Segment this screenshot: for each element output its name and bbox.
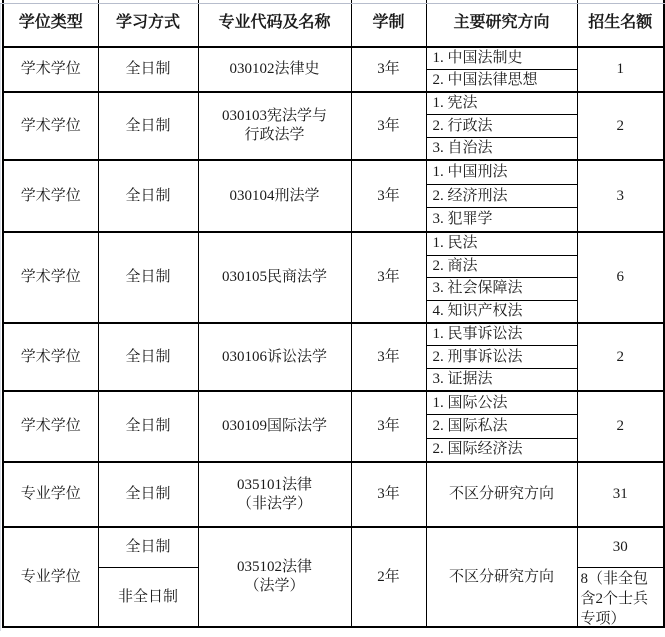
research-direction-item: 3. 证据法 — [432, 370, 493, 387]
spreadsheet-gridline-top — [0, 3, 665, 4]
research-directions-cell — [426, 160, 577, 232]
major-line: 030103宪法学与 — [221, 108, 327, 125]
research-direction-item: 2. 经济刑法 — [427, 185, 577, 209]
research-direction-item: 2. 行政法 — [427, 115, 577, 137]
degree-type-cell: 学术学位 — [3, 47, 98, 92]
duration-cell: 3年 — [351, 323, 426, 391]
quota-cell — [577, 527, 664, 627]
quota-cell: 2 — [577, 391, 664, 462]
duration-cell: 3年 — [351, 47, 426, 92]
research-direction-item: 2. 刑事诉讼法 — [427, 346, 577, 368]
table-row — [3, 391, 664, 462]
major-line: 035102法律 — [236, 559, 312, 576]
research-direction-item: 2. 商法 — [427, 256, 577, 279]
header-directions: 主要研究方向 — [426, 0, 577, 47]
table-row — [3, 527, 664, 627]
study-mode-cell: 全日制 — [98, 47, 198, 92]
quota-cell: 1 — [577, 47, 664, 92]
major-cell — [198, 527, 351, 627]
research-direction-item: 2. 国际私法 — [427, 415, 577, 438]
major-cell — [198, 462, 351, 527]
major-cell — [198, 92, 351, 160]
table-row — [3, 232, 664, 323]
major-cell: 030106诉讼法学 — [198, 323, 351, 391]
research-direction-item: 4. 知识产权法 — [432, 302, 523, 319]
major-line: （非法学） — [236, 495, 312, 512]
major-line: （法学） — [244, 578, 305, 594]
degree-type-cell: 学术学位 — [3, 391, 98, 462]
quota-parttime: 8（非全包含2个士兵专项） — [580, 571, 649, 627]
degree-type-cell: 学术学位 — [3, 232, 98, 323]
study-mode-cell: 全日制 — [98, 391, 198, 462]
study-mode-fulltime: 全日制 — [99, 528, 198, 568]
research-directions-cell — [426, 323, 577, 391]
study-mode-cell: 全日制 — [98, 92, 198, 160]
research-direction-item: 1. 国际公法 — [427, 392, 577, 415]
research-directions-cell: 不区分研究方向 — [426, 527, 577, 627]
duration-cell: 3年 — [351, 232, 426, 323]
quota-cell: 2 — [577, 323, 664, 391]
table-row — [3, 323, 664, 391]
header-study-mode: 学习方式 — [98, 0, 198, 47]
quota-cell: 31 — [577, 462, 664, 527]
degree-type-cell: 学术学位 — [3, 323, 98, 391]
major-line: 行政法学 — [244, 127, 305, 143]
degree-type-cell: 学术学位 — [3, 160, 98, 232]
research-direction-item: 1. 中国法制史 — [427, 48, 577, 70]
quota-cell: 3 — [577, 160, 664, 232]
header-row — [3, 0, 664, 47]
research-direction-item: 1. 宪法 — [427, 93, 577, 115]
table-row — [3, 92, 664, 160]
header-quota: 招生名额 — [577, 0, 664, 47]
research-direction-item: 1. 民法 — [427, 233, 577, 256]
duration-cell: 3年 — [351, 92, 426, 160]
research-direction-item: 2. 中国法律思想 — [432, 72, 538, 89]
study-mode-cell: 全日制 — [98, 323, 198, 391]
table-row — [3, 462, 664, 527]
header-degree-type: 学位类型 — [3, 0, 98, 47]
major-cell: 030105民商法学 — [198, 232, 351, 323]
major-cell: 030104刑法学 — [198, 160, 351, 232]
degree-type-cell: 学术学位 — [3, 92, 98, 160]
quota-fulltime: 30 — [578, 528, 664, 568]
duration-cell: 3年 — [351, 391, 426, 462]
research-directions-cell — [426, 47, 577, 92]
duration-cell: 3年 — [351, 462, 426, 527]
header-duration: 学制 — [351, 0, 426, 47]
duration-cell: 2年 — [351, 527, 426, 627]
study-mode-parttime: 非全日制 — [117, 588, 178, 605]
duration-cell: 3年 — [351, 160, 426, 232]
admissions-table — [2, 0, 665, 628]
table-row — [3, 47, 664, 92]
quota-cell: 6 — [577, 232, 664, 323]
research-directions-cell — [426, 232, 577, 323]
table-row — [3, 160, 664, 232]
degree-type-cell: 专业学位 — [3, 462, 98, 527]
study-mode-cell — [98, 527, 198, 627]
research-directions-cell — [426, 92, 577, 160]
degree-type-cell: 专业学位 — [3, 527, 98, 627]
spreadsheet-gridline-left — [0, 3, 1, 631]
quota-cell: 2 — [577, 92, 664, 160]
research-direction-item: 1. 民事诉讼法 — [427, 324, 577, 346]
research-direction-item: 3. 犯罪学 — [432, 211, 493, 228]
research-directions-cell — [426, 391, 577, 462]
research-directions-cell: 不区分研究方向 — [426, 462, 577, 527]
major-cell: 030109国际法学 — [198, 391, 351, 462]
major-line: 035101法律 — [236, 476, 312, 493]
research-direction-item: 1. 中国刑法 — [427, 161, 577, 185]
research-direction-item: 3. 自治法 — [432, 139, 493, 156]
study-mode-cell: 全日制 — [98, 160, 198, 232]
research-direction-item: 3. 社会保障法 — [427, 278, 577, 301]
research-direction-item: 2. 国际经济法 — [432, 441, 523, 458]
header-major: 专业代码及名称 — [198, 0, 351, 47]
major-cell: 030102法律史 — [198, 47, 351, 92]
study-mode-cell: 全日制 — [98, 462, 198, 527]
study-mode-cell: 全日制 — [98, 232, 198, 323]
